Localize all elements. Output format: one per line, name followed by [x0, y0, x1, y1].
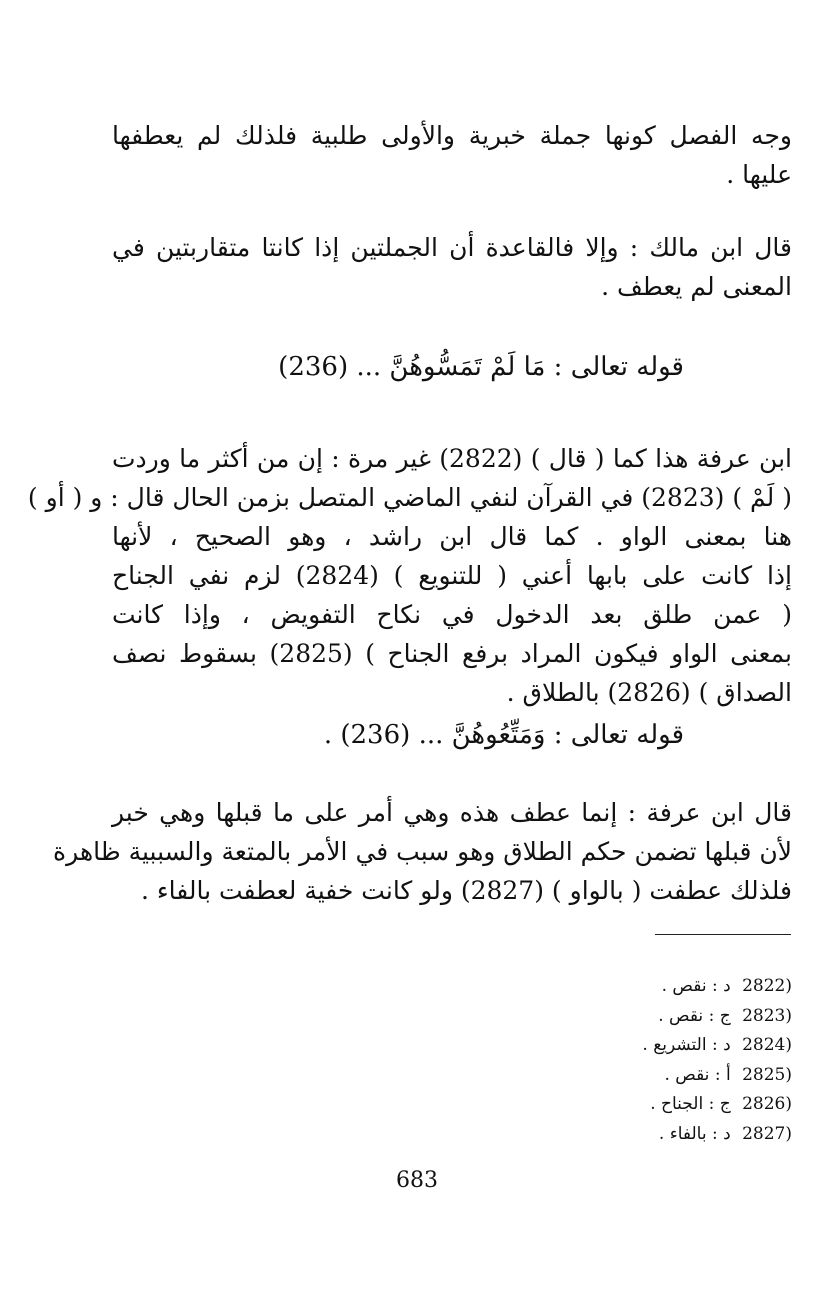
footnote-number: (2826 [742, 1094, 792, 1114]
text-line: المعنى لم يعطف . [601, 272, 792, 301]
paragraph-3 [27, 439, 792, 712]
footnote-item [500, 1120, 792, 1150]
footnote-item [500, 972, 792, 1002]
text-line: قال ابن عرفة : إنما عطف هذه وهي أمر على ما قبلها وهي خبر [112, 798, 792, 827]
footnote-text: أ : نقص . [664, 1064, 731, 1085]
text-line: إذا كانت على بابها أعني ( للتنويع ) (2824) لزم نفي الجناح [112, 561, 792, 590]
footnote-text: د : التشريع . [642, 1035, 731, 1055]
text-line: عليها . [726, 160, 792, 189]
page-number: 683 [396, 1168, 438, 1193]
footnote-text: د : نقص . [661, 976, 731, 996]
footnote-number: (2824 [742, 1035, 792, 1055]
paragraph-2 [112, 228, 792, 306]
text-line: وجه الفصل كونها جملة خبرية والأولى طلبية فلذلك لم يعطفها [112, 121, 792, 150]
text-line: ابن عرفة هذا كما ( قال ) (2822) غير مرة : إن من أكثر ما وردت [112, 444, 792, 473]
text-line: ( لَمْ ) (2823) في القرآن لنفي الماضي المتصل بزمن الحال قال : و ( أو ) [27, 483, 792, 512]
text-line: قال ابن مالك : وإلا فالقاعدة أن الجملتين إذا كانتا متقاربتين في [112, 233, 792, 262]
paragraph-4 [53, 793, 792, 910]
paragraph-1 [112, 116, 792, 194]
text-line: لأن قبلها تضمن حكم الطلاق وهو سبب في الأمر بالمتعة والسببية ظاهرة [53, 837, 792, 866]
footnote-text: د : بالفاء . [658, 1123, 731, 1144]
footnote-number: (2825 [742, 1064, 792, 1085]
footnote-number: (2822 [742, 976, 792, 996]
text-line: ( عمن طلق بعد الدخول في نكاح التفويض ، وإذا كانت [112, 600, 792, 629]
footnote-text: ج : الجناح . [650, 1094, 731, 1114]
text-line: بمعنى الواو فيكون المراد برفع الجناح ) (2825) بسقوط نصف [112, 639, 792, 668]
text-line: هنا بمعنى الواو . كما قال ابن راشد ، وهو الصحيح ، لأنها [112, 522, 792, 551]
footnote-divider [655, 934, 791, 935]
text-line: الصداق ) (2826) بالطلاق . [506, 678, 792, 707]
footnotes [500, 972, 792, 1149]
footnote-item [500, 1061, 792, 1091]
footnote-number: (2823 [742, 1005, 792, 1026]
verse-heading-2: قوله تعالى : وَمَتِّعُوهُنَّ ... (236) . [323, 720, 684, 750]
footnote-item [500, 1090, 792, 1120]
footnote-text: ج : نقص . [658, 1005, 731, 1026]
text-line: فلذلك عطفت ( بالواو ) (2827) ولو كانت خفية لعطفت بالفاء . [140, 876, 792, 905]
footnote-number: (2827 [742, 1123, 792, 1144]
verse-heading-1: قوله تعالى : مَا لَمْ تَمَسُّوهُنَّ ... (236) [278, 352, 684, 382]
footnote-item [500, 1002, 792, 1032]
footnote-item [500, 1031, 792, 1061]
